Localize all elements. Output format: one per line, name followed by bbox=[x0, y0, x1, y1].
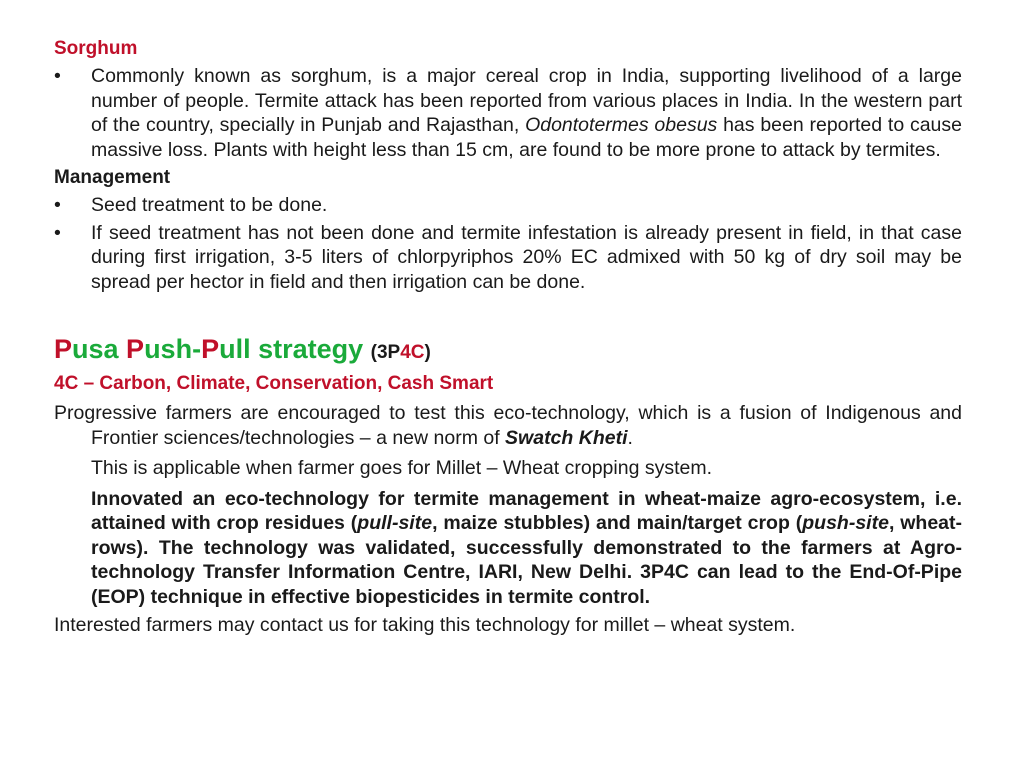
code-4c: 4C bbox=[400, 342, 425, 363]
innovation-text-3: , wheat-rows). The technology was validated, successfully demonstrated to the farmers at Agro-technology Transfer Information Centre, IARI, New Delhi. 3P4C can lead to the End-Of-Pipe (EOP) technique in effective biopesticides in termite control. bbox=[91, 512, 963, 608]
push-pull-title bbox=[54, 331, 962, 371]
species-name: Odontotermes obesus bbox=[525, 114, 718, 136]
management-bullet-text: Seed treatment to be done. bbox=[91, 194, 328, 216]
title-ush: ush- bbox=[144, 334, 202, 364]
code-prefix: (3P bbox=[370, 342, 401, 363]
title-letter-p3: P bbox=[201, 334, 220, 364]
code-suffix: ) bbox=[424, 342, 431, 363]
bullet-dot: • bbox=[54, 65, 61, 87]
intro-end: . bbox=[627, 426, 633, 449]
management-bullet-1 bbox=[54, 193, 962, 218]
swatch-kheti: Swatch Kheti bbox=[505, 426, 628, 449]
sorghum-heading: Sorghum bbox=[54, 38, 138, 59]
intro-text: Progressive farmers are encouraged to test this eco-technology, which is a fusion of Indigenous and Frontier sciences/technologies – a new norm of bbox=[54, 402, 962, 449]
title-letter-p1: P bbox=[54, 334, 73, 364]
title-ull-strategy: ull strategy bbox=[219, 334, 364, 364]
intro-paragraph bbox=[54, 401, 962, 450]
sorghum-bullet bbox=[54, 64, 962, 162]
sorghum-text-part1: Commonly known as sorghum, is a major cereal crop in India, supporting livelihood of a large number of people. Termite attack has been reported from various places in India. In the western part of the country, specially in Punjab and Rajasthan, bbox=[91, 65, 962, 136]
sorghum-text-part2: has been reported to cause massive loss. Plants with height less than 15 cm, are found to be more prone to attack by termites. bbox=[91, 114, 962, 161]
management-bullet-text: If seed treatment has not been done and termite infestation is already present in field, in that case during first irrigation, 3-5 liters of chlorpyriphos 20% EC admixed with 50 kg of dry soil may be spread per hector in field and then irrigation can be done. bbox=[91, 221, 962, 293]
applicable-paragraph: This is applicable when farmer goes for Millet – Wheat cropping system. bbox=[91, 457, 713, 479]
management-bullet-2 bbox=[54, 221, 962, 295]
contact-line: Interested farmers may contact us for taking this technology for millet – wheat system. bbox=[54, 614, 796, 636]
bullet-dot: • bbox=[54, 221, 61, 244]
title-code bbox=[371, 342, 431, 363]
four-c-subtitle: 4C – Carbon, Climate, Conservation, Cash Smart bbox=[54, 373, 494, 394]
innovation-paragraph bbox=[54, 487, 962, 610]
bullet-dot: • bbox=[54, 194, 61, 216]
management-heading: Management bbox=[54, 167, 171, 188]
push-site: push-site bbox=[802, 512, 889, 534]
pull-site: pull-site bbox=[357, 512, 433, 534]
innovation-text-1: Innovated an eco-technology for termite management in wheat-maize agro-ecosystem, i.e. attained with crop residues ( bbox=[91, 487, 962, 534]
title-letter-p2: P bbox=[126, 334, 145, 364]
title-usa: usa bbox=[72, 334, 127, 364]
innovation-text-2: , maize stubbles) and main/target crop ( bbox=[432, 512, 803, 534]
